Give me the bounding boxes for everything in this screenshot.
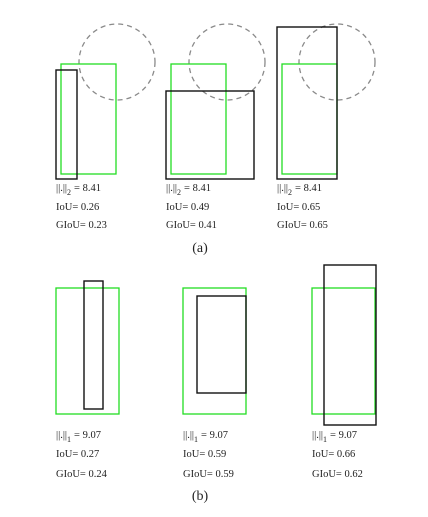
ground-truth-box (56, 288, 119, 414)
iou-label: IoU= 0.65 (277, 202, 321, 213)
panel-a-caption: (a) (192, 241, 208, 256)
panel-b-example-2 (183, 288, 246, 480)
panel-b-example-1 (56, 281, 119, 480)
panel-a (56, 24, 375, 256)
giou-label: GIoU= 0.24 (56, 469, 107, 480)
norm-label: $||.||_2$ $^{= 8.41}$ (166, 183, 211, 197)
iou-label: IoU= 0.26 (56, 202, 100, 213)
ground-truth-box (312, 288, 375, 414)
panel-b-caption: (b) (191, 489, 209, 504)
giou-label: GIoU= 0.65 (277, 220, 328, 231)
iou-label: IoU= 0.49 (166, 202, 210, 213)
panel-a-example-1 (56, 24, 155, 231)
panel-a-example-3 (277, 24, 375, 231)
giou-label: GIoU= 0.62 (312, 469, 363, 480)
norm-label: $||.||_1$ $^{= 9.07}$ (312, 430, 357, 444)
predicted-box (324, 265, 376, 425)
norm-label: $||.||_1$ $^{= 9.07}$ (183, 430, 228, 444)
predicted-box (166, 91, 254, 179)
ground-truth-box (183, 288, 246, 414)
iou-label: IoU= 0.27 (56, 449, 100, 460)
norm-label: $||.||_1$ $^{= 9.07}$ (56, 430, 101, 444)
predicted-box (277, 27, 337, 179)
predicted-box (84, 281, 103, 409)
giou-label: GIoU= 0.23 (56, 220, 107, 231)
norm-label: $||.||_2$ $^{= 8.41}$ (277, 183, 322, 197)
panel-b (56, 265, 376, 504)
panel-a-example-2 (166, 24, 265, 231)
norm-label: $||.||_2$ $^{= 8.41}$ (56, 183, 101, 197)
ground-truth-box (171, 64, 226, 174)
giou-label: GIoU= 0.41 (166, 220, 217, 231)
distance-circle (189, 24, 265, 100)
giou-label: GIoU= 0.59 (183, 469, 234, 480)
iou-label: IoU= 0.59 (183, 449, 227, 460)
panel-b-example-3 (312, 265, 376, 480)
predicted-box (197, 296, 246, 393)
ground-truth-box (61, 64, 116, 174)
predicted-box (56, 70, 77, 179)
ground-truth-box (282, 64, 337, 174)
distance-circle (79, 24, 155, 100)
iou-label: IoU= 0.66 (312, 449, 356, 460)
